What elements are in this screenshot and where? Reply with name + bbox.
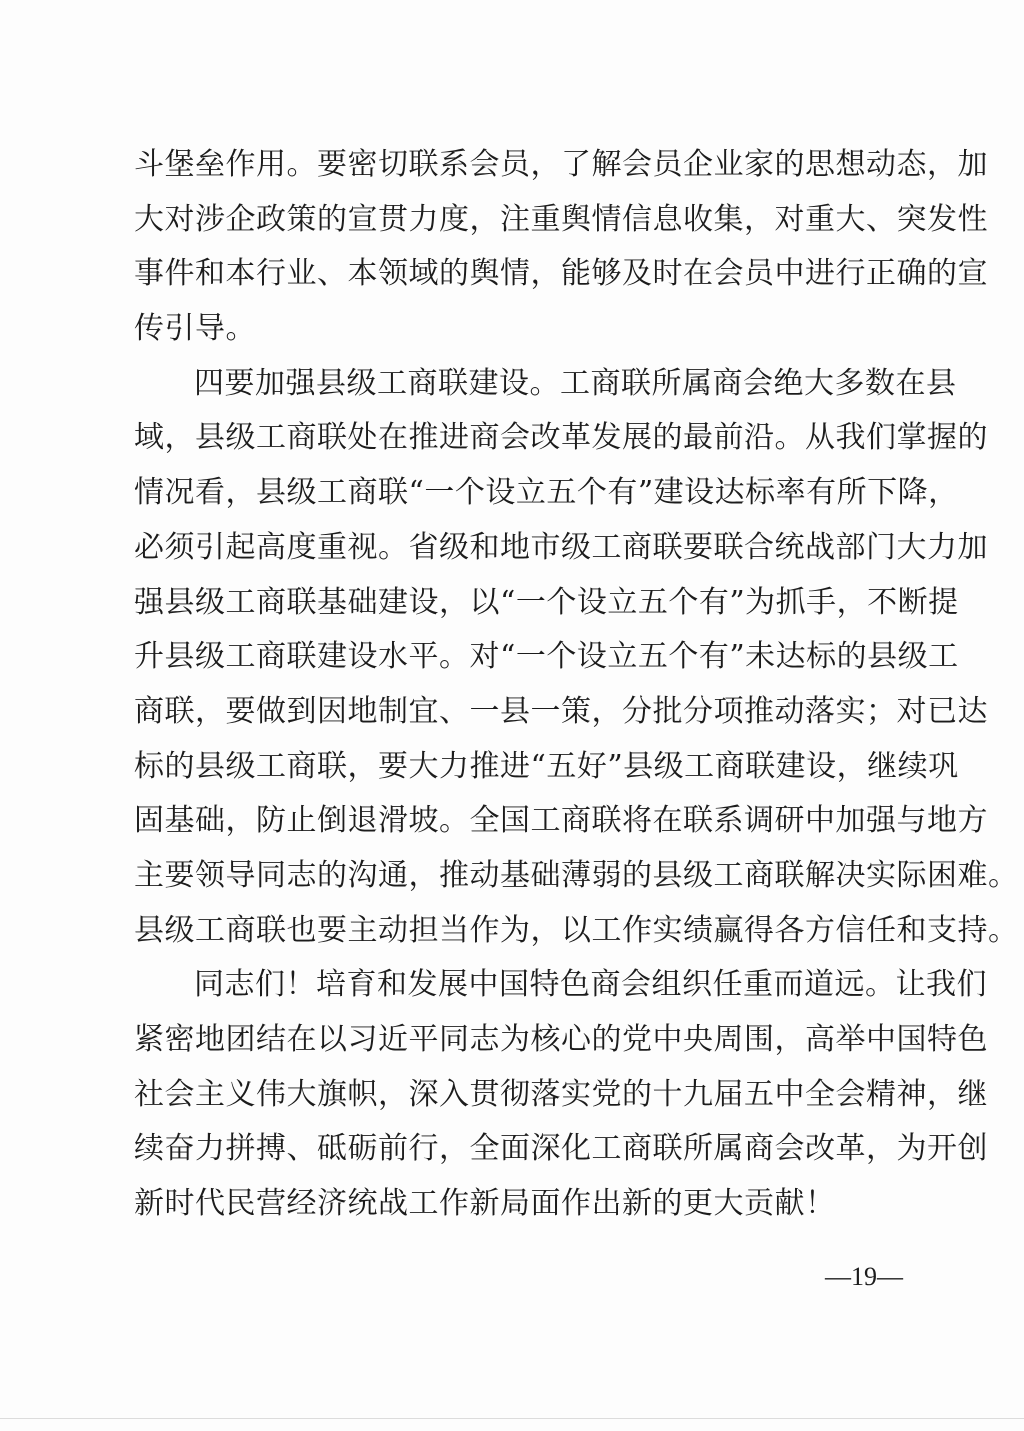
text-line: 标的县级工商联，要大力推进“五好”县级工商联建设，继续巩 xyxy=(134,748,959,784)
page-number: —19— xyxy=(825,1262,903,1291)
text-line: 传引导。 xyxy=(134,311,256,347)
text-line: 社会主义伟大旗帜，深入贯彻落实党的十九届五中全会精神，继 xyxy=(134,1076,988,1112)
text-line: 大对涉企政策的宣贯力度，注重舆情信息收集，对重大、突发性 xyxy=(134,201,988,237)
text-line: 续奋力拼搏、砥砺前行，全面深化工商联所属商会改革，为开创 xyxy=(134,1131,988,1167)
text-line: 紧密地团结在以习近平同志为核心的党中央周围，高举中国特色 xyxy=(134,1022,988,1057)
text-line: 斗堡垒作用。要密切联系会员，了解会员企业家的思想动态，加 xyxy=(134,147,988,182)
text-line: 域，县级工商联处在推进商会改革发展的最前沿。从我们掌握的 xyxy=(134,420,988,456)
text-line: 同志们！培育和发展中国特色商会组织任重而道远。让我们 xyxy=(194,967,987,1003)
body-text xyxy=(134,138,1019,1232)
text-line: 升县级工商联建设水平。对“一个设立五个有”未达标的县级工 xyxy=(134,639,959,675)
text-line: 县级工商联也要主动担当作为，以工作实绩赢得各方信任和支持。 xyxy=(134,912,1019,948)
text-line: 情况看，县级工商联“一个设立五个有”建设达标率有所下降， xyxy=(134,475,959,511)
text-line: 事件和本行业、本领域的舆情，能够及时在会员中进行正确的宣 xyxy=(134,256,988,292)
text-line: 主要领导同志的沟通，推动基础薄弱的县级工商联解决实际困难。 xyxy=(134,857,1019,893)
text-line: 固基础，防止倒退滑坡。全国工商联将在联系调研中加强与地方 xyxy=(134,803,988,839)
text-line: 必须引起高度重视。省级和地市级工商联要联合统战部门大力加 xyxy=(134,529,988,565)
text-line: 商联，要做到因地制宜、一县一策，分批分项推动落实；对已达 xyxy=(134,693,988,729)
text-line: 强县级工商联基础建设，以“一个设立五个有”为抓手，不断提 xyxy=(134,584,959,620)
bottom-divider xyxy=(0,1418,1024,1419)
text-line: 新时代民营经济统战工作新局面作出新的更大贡献！ xyxy=(134,1186,836,1222)
text-line: 四要加强县级工商联建设。工商联所属商会绝大多数在县 xyxy=(194,365,957,401)
